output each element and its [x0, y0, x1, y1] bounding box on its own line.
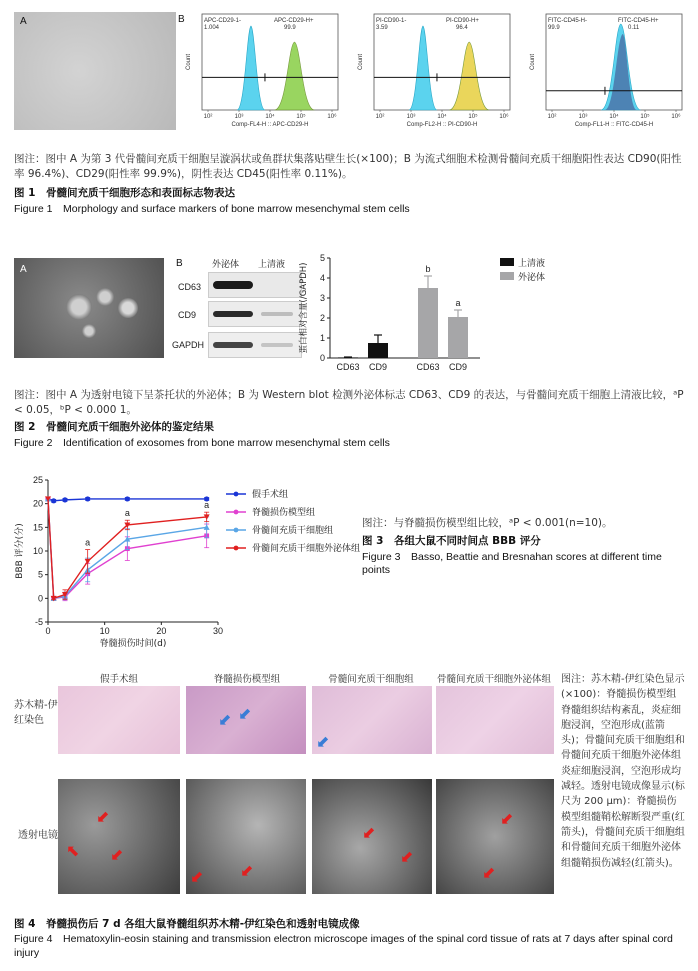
wb-row-cd63-label: CD63 [178, 282, 202, 292]
he-image-exo [436, 686, 554, 754]
bar-y-tick-label: 3 [319, 293, 325, 303]
flow-tick-label: 10³ [234, 114, 244, 120]
wb-row-gapdh-label: GAPDH [172, 340, 205, 350]
flow-xlabel: Comp-FL2-H :: PI-CD90-H [406, 122, 478, 128]
line-y-tick-label: 0 [37, 593, 43, 604]
line-point [62, 497, 67, 502]
line-y-tick-label: 15 [32, 522, 43, 533]
gate-left-value: 1.004 [204, 25, 220, 31]
wb-band [261, 343, 293, 347]
bar [418, 288, 438, 358]
line-legend-label: 骨髓间充质干细胞外泌体组 [252, 544, 361, 554]
fig2-caption: 图注：图中 A 为透射电镜下呈茶托状的外泌体；B 为 Western blot 检测外泌体标志 CD63、CD9 的表达，与骨髓间充质干细胞上清液比较，ᵃP < 0.05，ᵇP < 0.000 1。 [14, 389, 684, 416]
flow-tick-label: 10⁵ [296, 114, 306, 120]
line-y-tick-label: 20 [32, 498, 43, 509]
tem-image-sham [58, 779, 180, 894]
red-arrow-icon: ⬉ [66, 841, 80, 860]
gate-right-value: 99.9 [284, 25, 296, 31]
line-point [125, 496, 130, 501]
bar [368, 343, 388, 358]
fig2-panel-b-letter: B [176, 258, 183, 269]
bar [448, 317, 468, 358]
bar-legend-label: 上清液 [518, 259, 546, 269]
gate-right-value: 96.4 [456, 25, 468, 31]
fig1-micrograph [14, 12, 176, 130]
bar-legend-swatch [500, 258, 514, 266]
wb-col-supernatant: 上清液 [258, 260, 286, 270]
flow-tick-label: 10⁵ [468, 114, 478, 120]
bar-category-label: CD63 [416, 362, 440, 372]
line-y-tick-label: 5 [37, 569, 43, 580]
red-arrow-icon: ⬋ [240, 861, 254, 880]
fig4-row-tem-label: 透射电镜 [18, 830, 58, 841]
bar-category-label: CD63 [336, 362, 360, 372]
flow-tick-label: 10⁶ [499, 114, 509, 120]
fig2-tem-image [14, 258, 164, 358]
wb-blot-cd9 [208, 301, 302, 327]
red-arrow-icon: ⬋ [96, 807, 110, 826]
fig3-line-chart [14, 472, 374, 649]
line-x-tick-label: 0 [45, 626, 51, 636]
line-legend-label: 骨髓间充质干细胞组 [252, 526, 334, 536]
bar-y-tick-label: 0 [319, 353, 325, 363]
flow-tick-label: 10² [375, 114, 385, 120]
gate-right-label: APC-CD29-H+ [274, 18, 314, 24]
line-y-tick-label: -5 [34, 617, 43, 627]
wb-band [261, 312, 293, 316]
exosome-vesicle [96, 288, 114, 306]
fig1-caption: 图注：图中 A 为第 3 代骨髓间充质干细胞呈漩涡状或鱼群状集落贴壁生长(×100)；B 为流式细胞术检测骨髓间充质干细胞阳性表达 CD90(阳性率 96.4%)、CD29(阳性率 99.9%)，阴性表达 CD45(阳性率 0.11%)。 [14, 153, 682, 180]
red-arrow-icon: ⬋ [482, 863, 496, 882]
line-annotation: a [124, 508, 130, 519]
fig4-title-cn: 图 4 脊髓损伤后 7 d 各组大鼠脊髓组织苏木精-伊红染色和透射电镜成像 [14, 918, 360, 930]
exosome-vesicle [66, 294, 92, 320]
line-y-tick-label: 10 [32, 546, 43, 556]
line-x-tick-label: 20 [156, 626, 167, 636]
fig2-panel-a-letter: A [20, 264, 27, 275]
fig3-title-cn: 图 3 各组大鼠不同时间点 BBB 评分 [362, 535, 541, 547]
flow-tick-label: 10⁴ [609, 114, 619, 120]
bar-y-tick-label: 5 [319, 253, 325, 263]
line-legend-label: 脊髓损伤模型组 [252, 508, 316, 518]
flow-xlabel: Comp-FL4-H :: APC-CD29-H [231, 122, 309, 128]
flow-ylabel: Count [530, 53, 536, 71]
fig1-panel-a-letter: A [20, 16, 27, 27]
line-ylabel: BBB 评分(分) [15, 523, 25, 579]
fig4-group-model: 脊髓损伤模型组 [213, 674, 281, 685]
red-arrow-icon: ⬋ [500, 809, 514, 828]
fig1-flow-panels [180, 8, 685, 138]
fig1-title-cn: 图 1 骨髓间充质干细胞形态和表面标志物表达 [14, 187, 235, 199]
exosome-vesicle [118, 298, 138, 318]
he-image-sham [58, 686, 180, 754]
line-point [51, 498, 56, 503]
flow-tick-label: 10⁶ [671, 114, 681, 120]
wb-band [213, 281, 253, 289]
fig2-title-en: Figure 2 Identification of exosomes from bone marrow mesenchymal stem cells [14, 437, 390, 449]
wb-col-exosome: 外泌体 [212, 260, 240, 270]
fig4-group-sham: 假手术组 [99, 674, 138, 685]
line-xlabel: 脊髓损伤时间(d) [99, 639, 167, 649]
wb-blot-cd63 [208, 272, 302, 298]
wb-band [213, 342, 253, 348]
line-legend-marker [234, 510, 239, 515]
tem-image-bmsc [312, 779, 432, 894]
wb-band [213, 311, 253, 317]
flow-plot-frame [374, 14, 510, 110]
flow-tick-label: 10³ [406, 114, 416, 120]
gate-left-value: 3.59 [376, 25, 388, 31]
gate-right-label: PI-CD90-H+ [446, 18, 479, 24]
bar-annotation: b [425, 264, 431, 274]
fig4-group-exo: 骨髓间充质干细胞外泌体组 [436, 674, 551, 685]
blue-arrow-icon: ⬋ [316, 732, 330, 751]
bar-y-tick-label: 4 [319, 273, 325, 283]
bar-y-tick-label: 2 [319, 313, 325, 323]
fig1-panel-b-letter: B [178, 14, 185, 25]
he-image-model [186, 686, 306, 754]
bar-y-tick-label: 1 [319, 333, 325, 343]
flow-xlabel: Comp-FL1-H :: FITC-CD45-H [574, 122, 654, 128]
line-legend-label: 假手术组 [252, 490, 289, 500]
fig4-group-bmsc: 骨髓间充质干细胞组 [328, 674, 414, 685]
gate-left-label: APC-CD29-1- [204, 18, 242, 24]
flow-ylabel: Count [186, 53, 192, 71]
flow-tick-label: 10³ [578, 114, 588, 120]
gate-left-value: 99.9 [548, 25, 560, 31]
red-arrow-icon: ⬋ [362, 823, 376, 842]
bar-category-label: CD9 [448, 362, 468, 372]
gate-right-label: FITC-CD45-H+ [618, 18, 659, 24]
flow-tick-label: 10⁶ [327, 114, 337, 120]
line-legend-marker [234, 528, 239, 533]
fig1-title-en: Figure 1 Morphology and surface markers of bone marrow mesenchymal stem cells [14, 203, 410, 215]
flow-plot-frame [202, 14, 338, 110]
fig2-title-cn: 图 2 骨髓间充质干细胞外泌体的鉴定结果 [14, 421, 214, 433]
line-annotation: a [85, 537, 91, 548]
blue-arrow-icon: ⬋ [238, 704, 252, 723]
bar-legend-swatch [500, 272, 514, 280]
tem-image-exo [436, 779, 554, 894]
line-annotation: a [204, 500, 210, 511]
tem-image-model [186, 779, 306, 894]
line-x-tick-label: 30 [212, 626, 224, 636]
wb-blot-gapdh [208, 332, 302, 358]
flow-tick-label: 10² [547, 114, 557, 120]
line-legend-marker [234, 546, 239, 551]
fig3-caption: 图注：与脊髓损伤模型组比较，ᵃP < 0.001(n=10)。 [362, 517, 613, 529]
gate-right-value: 0.11 [628, 25, 640, 31]
red-arrow-icon: ⬋ [190, 867, 204, 886]
red-arrow-icon: ⬋ [400, 847, 414, 866]
bar-category-label: CD9 [368, 362, 388, 372]
exosome-vesicle [82, 324, 96, 338]
gate-left-label: FITC-CD45-H- [548, 18, 587, 24]
blue-arrow-icon: ⬋ [218, 710, 232, 729]
flow-ylabel: Count [358, 53, 364, 71]
line-x-tick-label: 10 [99, 626, 110, 636]
line-legend-marker [234, 492, 239, 497]
gate-left-label: PI-CD90-1- [376, 18, 407, 24]
fig4-side-note: 图注：苏木精-伊红染色显示(×100)：脊髓损伤模型组脊髓组织结构紊乱，炎症细胞浸润，空泡形成(蓝箭头)；骨髓间充质干细胞组和骨髓间充质干细胞外泌体组炎症细胞浸润，空泡形成均减轻。透射电镜成像显示(标尺为 200 μm)：脊髓损伤模型组髓鞘松解断裂严重(红箭头)，骨髓间充质干细胞组和骨髓间充质干细胞外泌体组髓鞘损伤减轻(红箭头)。 [561, 674, 685, 869]
flow-tick-label: 10⁵ [640, 114, 650, 120]
fig2-bar-chart [300, 248, 580, 378]
bar-legend-label: 外泌体 [518, 273, 546, 283]
fig4-title-en: Figure 4 Hematoxylin-eosin staining and transmission electron microscope images of the spinal cord tissue of rats at 7 days after spinal cord injury [14, 933, 673, 959]
bar-annotation: a [455, 298, 461, 308]
wb-row-cd9-label: CD9 [178, 310, 197, 320]
flow-tick-label: 10⁴ [265, 114, 275, 120]
flow-tick-label: 10⁴ [437, 114, 447, 120]
flow-tick-label: 10² [203, 114, 213, 120]
fig3-title-en: Figure 3 Basso, Beattie and Bresnahan scores at different time points [362, 551, 662, 576]
bar-ylabel: 蛋白相对含量(/GAPDH) [299, 262, 309, 354]
he-image-bmsc [312, 686, 432, 754]
fig4-row-he-label: 苏木精-伊红染色 [14, 700, 58, 726]
line-y-tick-label: 25 [32, 475, 43, 485]
red-arrow-icon: ⬋ [110, 845, 124, 864]
line-point [85, 496, 90, 501]
